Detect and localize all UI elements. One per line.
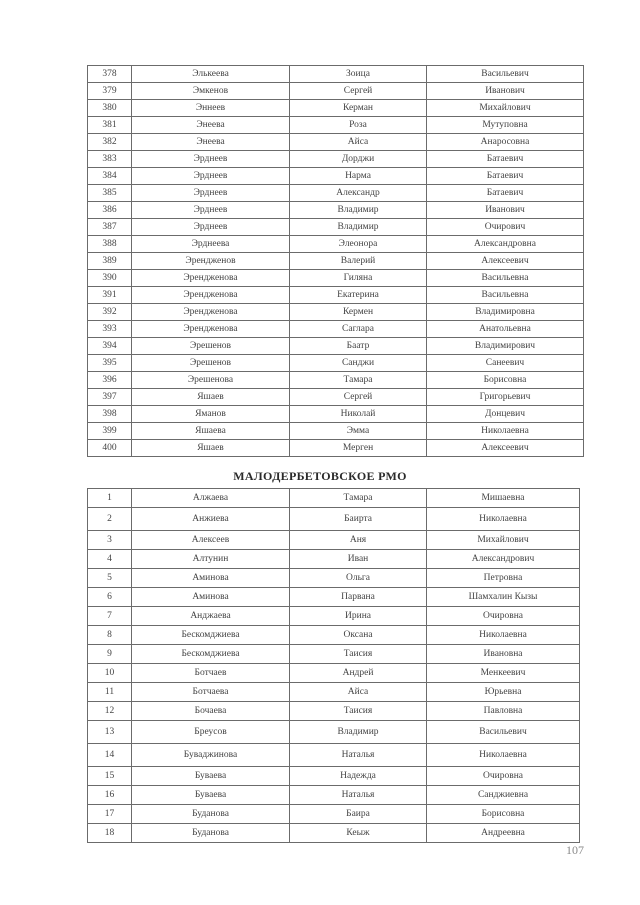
patronymic-cell: Николаевна (427, 423, 584, 440)
first-name-cell: Эмма (290, 423, 427, 440)
patronymic-cell: Николаевна (427, 626, 580, 645)
row-number-cell: 18 (88, 824, 132, 843)
row-number-cell: 393 (88, 321, 132, 338)
first-name-cell: Иван (290, 550, 427, 569)
first-name-cell: Саглара (290, 321, 427, 338)
patronymic-cell: Алексеевич (427, 253, 584, 270)
surname-cell: Эрешенова (132, 372, 290, 389)
surname-cell: Эрендженова (132, 270, 290, 287)
row-number-cell: 6 (88, 588, 132, 607)
patronymic-cell: Александровна (427, 236, 584, 253)
patronymic-cell: Владимирович (427, 338, 584, 355)
row-number-cell: 17 (88, 805, 132, 824)
surname-cell: Бочаева (132, 702, 290, 721)
table-row (88, 304, 584, 321)
patronymic-cell: Борисовна (427, 372, 584, 389)
row-number-cell: 386 (88, 202, 132, 219)
patronymic-cell: Алексеевич (427, 440, 584, 457)
table-row (88, 664, 580, 683)
row-number-cell: 380 (88, 100, 132, 117)
table-row (88, 236, 584, 253)
patronymic-cell: Петровна (427, 569, 580, 588)
table-row (88, 134, 584, 151)
table-row (88, 626, 580, 645)
row-number-cell: 381 (88, 117, 132, 134)
surname-cell: Бескомджиева (132, 626, 290, 645)
patronymic-cell: Санеевич (427, 355, 584, 372)
first-name-cell: Сергей (290, 389, 427, 406)
table-row (88, 321, 584, 338)
surname-cell: Анжиева (132, 508, 290, 531)
table-row (88, 83, 584, 100)
patronymic-cell: Андреевна (427, 824, 580, 843)
surname-cell: Эрешенов (132, 338, 290, 355)
row-number-cell: 383 (88, 151, 132, 168)
table-row (88, 607, 580, 626)
table-row (88, 338, 584, 355)
table-row (88, 805, 580, 824)
table-row (88, 440, 584, 457)
table-row (88, 406, 584, 423)
table-body (88, 489, 580, 843)
row-number-cell: 389 (88, 253, 132, 270)
table-row (88, 702, 580, 721)
row-number-cell: 395 (88, 355, 132, 372)
row-number-cell: 4 (88, 550, 132, 569)
patronymic-cell: Владимировна (427, 304, 584, 321)
patronymic-cell: Батаевич (427, 185, 584, 202)
patronymic-cell: Батаевич (427, 168, 584, 185)
surname-cell: Эрендженов (132, 253, 290, 270)
first-name-cell: Александр (290, 185, 427, 202)
surname-cell: Эрендженова (132, 304, 290, 321)
surname-cell: Буданова (132, 805, 290, 824)
surname-cell: Буваева (132, 767, 290, 786)
first-name-cell: Владимир (290, 202, 427, 219)
row-number-cell: 396 (88, 372, 132, 389)
patronymic-cell: Васильевич (427, 721, 580, 744)
surname-cell: Элькеева (132, 66, 290, 83)
row-number-cell: 14 (88, 744, 132, 767)
surname-cell: Аминова (132, 588, 290, 607)
first-name-cell: Гиляна (290, 270, 427, 287)
row-number-cell: 379 (88, 83, 132, 100)
table-row (88, 569, 580, 588)
table-row (88, 550, 580, 569)
first-name-cell: Владимир (290, 219, 427, 236)
row-number-cell: 16 (88, 786, 132, 805)
surname-cell: Алексеев (132, 531, 290, 550)
voter-list-table-malyye-derbety (87, 488, 580, 843)
surname-cell: Эрднеев (132, 185, 290, 202)
surname-cell: Эрендженова (132, 287, 290, 304)
surname-cell: Яшаев (132, 389, 290, 406)
first-name-cell: Тамара (290, 489, 427, 508)
surname-cell: Яшаев (132, 440, 290, 457)
patronymic-cell: Очировна (427, 767, 580, 786)
surname-cell: Эрднеев (132, 151, 290, 168)
table-row (88, 508, 580, 531)
row-number-cell: 394 (88, 338, 132, 355)
first-name-cell: Баира (290, 805, 427, 824)
patronymic-cell: Иванович (427, 83, 584, 100)
first-name-cell: Санджи (290, 355, 427, 372)
patronymic-cell: Михайлович (427, 531, 580, 550)
table-row (88, 185, 584, 202)
patronymic-cell: Анатольевна (427, 321, 584, 338)
table-row (88, 767, 580, 786)
patronymic-cell: Очировна (427, 607, 580, 626)
first-name-cell: Баатр (290, 338, 427, 355)
first-name-cell: Мерген (290, 440, 427, 457)
row-number-cell: 1 (88, 489, 132, 508)
surname-cell: Яманов (132, 406, 290, 423)
surname-cell: Энеева (132, 117, 290, 134)
first-name-cell: Кермен (290, 304, 427, 321)
row-number-cell: 5 (88, 569, 132, 588)
row-number-cell: 390 (88, 270, 132, 287)
surname-cell: Эннеев (132, 100, 290, 117)
first-name-cell: Владимир (290, 721, 427, 744)
surname-cell: Яшаева (132, 423, 290, 440)
section-heading: МАЛОДЕРБЕТОВСКОЕ РМО (233, 469, 407, 483)
table-row (88, 151, 584, 168)
patronymic-cell: Михайлович (427, 100, 584, 117)
row-number-cell: 10 (88, 664, 132, 683)
surname-cell: Эрендженова (132, 321, 290, 338)
patronymic-cell: Васильевна (427, 270, 584, 287)
patronymic-cell: Батаевич (427, 151, 584, 168)
patronymic-cell: Мишаевна (427, 489, 580, 508)
surname-cell: Энеева (132, 134, 290, 151)
table-row (88, 645, 580, 664)
table-row (88, 202, 584, 219)
first-name-cell: Надежда (290, 767, 427, 786)
patronymic-cell: Васильевич (427, 66, 584, 83)
first-name-cell: Роза (290, 117, 427, 134)
row-number-cell: 382 (88, 134, 132, 151)
row-number-cell: 3 (88, 531, 132, 550)
row-number-cell: 15 (88, 767, 132, 786)
first-name-cell: Сергей (290, 83, 427, 100)
patronymic-cell: Александрович (427, 550, 580, 569)
first-name-cell: Андрей (290, 664, 427, 683)
first-name-cell: Парвана (290, 588, 427, 607)
table-row (88, 423, 584, 440)
patronymic-cell: Иванович (427, 202, 584, 219)
patronymic-cell: Анаросовна (427, 134, 584, 151)
table-row (88, 219, 584, 236)
voter-list-table-continued (87, 65, 584, 457)
patronymic-cell: Павловна (427, 702, 580, 721)
table-row (88, 66, 584, 83)
surname-cell: Бреусов (132, 721, 290, 744)
row-number-cell: 7 (88, 607, 132, 626)
surname-cell: Бескомджиева (132, 645, 290, 664)
patronymic-cell: Ивановна (427, 645, 580, 664)
patronymic-cell: Григорьевич (427, 389, 584, 406)
table-row (88, 355, 584, 372)
row-number-cell: 2 (88, 508, 132, 531)
first-name-cell: Екатерина (290, 287, 427, 304)
row-number-cell: 384 (88, 168, 132, 185)
first-name-cell: Керман (290, 100, 427, 117)
patronymic-cell: Шамхалин Кызы (427, 588, 580, 607)
table-body (88, 66, 584, 457)
row-number-cell: 400 (88, 440, 132, 457)
surname-cell: Анджаева (132, 607, 290, 626)
first-name-cell: Ольга (290, 569, 427, 588)
patronymic-cell: Юрьевна (427, 683, 580, 702)
row-number-cell: 391 (88, 287, 132, 304)
surname-cell: Эрднеев (132, 202, 290, 219)
table-row (88, 489, 580, 508)
first-name-cell: Наталья (290, 786, 427, 805)
row-number-cell: 9 (88, 645, 132, 664)
first-name-cell: Кеыж (290, 824, 427, 843)
first-name-cell: Дорджи (290, 151, 427, 168)
first-name-cell: Баирта (290, 508, 427, 531)
table-row (88, 270, 584, 287)
surname-cell: Эмкенов (132, 83, 290, 100)
first-name-cell: Оксана (290, 626, 427, 645)
table-row (88, 721, 580, 744)
first-name-cell: Айса (290, 683, 427, 702)
patronymic-cell: Мутуповна (427, 117, 584, 134)
surname-cell: Буданова (132, 824, 290, 843)
surname-cell: Алтунин (132, 550, 290, 569)
table-row (88, 389, 584, 406)
table-row (88, 287, 584, 304)
surname-cell: Алжаева (132, 489, 290, 508)
patronymic-cell: Николаевна (427, 508, 580, 531)
surname-cell: Эрднеев (132, 219, 290, 236)
surname-cell: Эрднеева (132, 236, 290, 253)
table-row (88, 744, 580, 767)
patronymic-cell: Николаевна (427, 744, 580, 767)
table-row (88, 168, 584, 185)
table-row (88, 683, 580, 702)
row-number-cell: 388 (88, 236, 132, 253)
surname-cell: Эрешенов (132, 355, 290, 372)
patronymic-cell: Борисовна (427, 805, 580, 824)
row-number-cell: 8 (88, 626, 132, 645)
first-name-cell: Таисия (290, 702, 427, 721)
row-number-cell: 11 (88, 683, 132, 702)
patronymic-cell: Донцевич (427, 406, 584, 423)
patronymic-cell: Менкеевич (427, 664, 580, 683)
first-name-cell: Айса (290, 134, 427, 151)
surname-cell: Эрднеев (132, 168, 290, 185)
row-number-cell: 387 (88, 219, 132, 236)
patronymic-cell: Санджиевна (427, 786, 580, 805)
surname-cell: Буваева (132, 786, 290, 805)
table-row (88, 531, 580, 550)
row-number-cell: 398 (88, 406, 132, 423)
row-number-cell: 397 (88, 389, 132, 406)
row-number-cell: 392 (88, 304, 132, 321)
surname-cell: Буваджинова (132, 744, 290, 767)
first-name-cell: Элеонора (290, 236, 427, 253)
table-row (88, 588, 580, 607)
first-name-cell: Валерий (290, 253, 427, 270)
row-number-cell: 13 (88, 721, 132, 744)
first-name-cell: Аня (290, 531, 427, 550)
table-row (88, 786, 580, 805)
table-row (88, 824, 580, 843)
row-number-cell: 378 (88, 66, 132, 83)
row-number-cell: 385 (88, 185, 132, 202)
first-name-cell: Наталья (290, 744, 427, 767)
table-row (88, 372, 584, 389)
surname-cell: Ботчаев (132, 664, 290, 683)
first-name-cell: Таисия (290, 645, 427, 664)
row-number-cell: 12 (88, 702, 132, 721)
table-row (88, 117, 584, 134)
first-name-cell: Тамара (290, 372, 427, 389)
first-name-cell: Зоица (290, 66, 427, 83)
patronymic-cell: Очирович (427, 219, 584, 236)
row-number-cell: 399 (88, 423, 132, 440)
first-name-cell: Нарма (290, 168, 427, 185)
surname-cell: Аминова (132, 569, 290, 588)
first-name-cell: Николай (290, 406, 427, 423)
first-name-cell: Ирина (290, 607, 427, 626)
patronymic-cell: Васильевна (427, 287, 584, 304)
surname-cell: Ботчаева (132, 683, 290, 702)
table-row (88, 100, 584, 117)
page-number: 107 (566, 843, 584, 857)
table-row (88, 253, 584, 270)
